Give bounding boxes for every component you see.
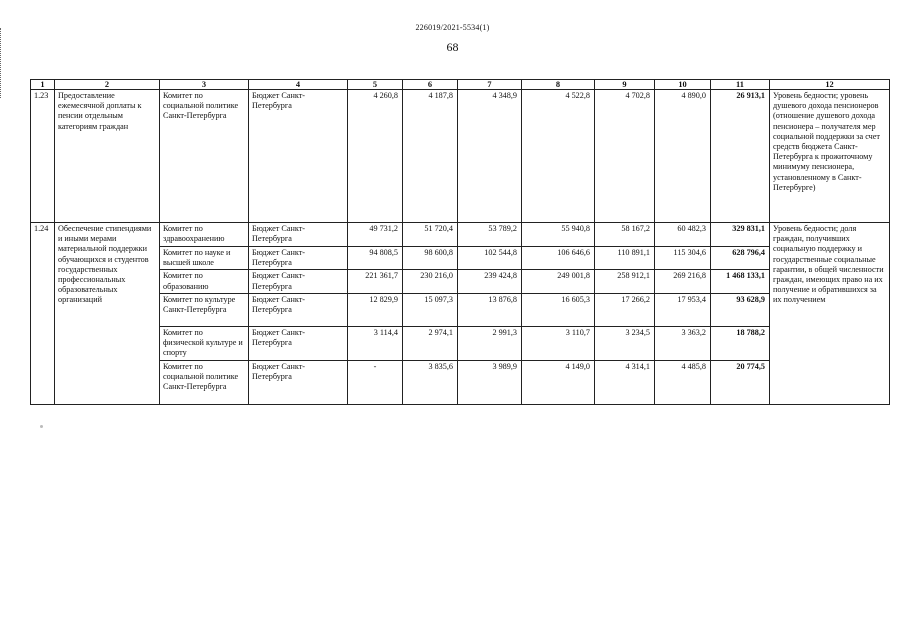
- value-cell: 12 829,9: [348, 293, 403, 326]
- value-cell: 3 110,7: [522, 326, 595, 360]
- total-cell: 1 468 133,1: [711, 270, 770, 293]
- table-row: [31, 270, 890, 293]
- value-cell: 102 544,8: [458, 247, 522, 270]
- value-cell: 2 974,1: [403, 326, 458, 360]
- activity-name: Предоставление ежемесячной доплаты к пенсии отдельным категориям граждан: [55, 90, 160, 223]
- value-cell: 98 600,8: [403, 247, 458, 270]
- funding-source: Бюджет Санкт-Петербурга: [249, 90, 348, 223]
- value-cell: 3 363,2: [655, 326, 711, 360]
- col-header: 4: [249, 80, 348, 90]
- funding-source: Бюджет Санкт-Петербурга: [249, 360, 348, 404]
- value-cell: 221 361,7: [348, 270, 403, 293]
- value-cell: 16 605,3: [522, 293, 595, 326]
- value-cell: 106 646,6: [522, 247, 595, 270]
- value-cell: 4 702,8: [595, 90, 655, 223]
- table-row: [31, 293, 890, 326]
- row-number: 1.24: [31, 223, 55, 405]
- funding-source: Бюджет Санкт-Петербурга: [249, 293, 348, 326]
- executor-committee: Комитет по науке и высшей школе: [160, 247, 249, 270]
- value-cell: 17 953,4: [655, 293, 711, 326]
- value-cell: 239 424,8: [458, 270, 522, 293]
- value-cell: 4 348,9: [458, 90, 522, 223]
- value-cell: 258 912,1: [595, 270, 655, 293]
- total-cell: 26 913,1: [711, 90, 770, 223]
- value-cell: 3 234,5: [595, 326, 655, 360]
- value-cell: 4 149,0: [522, 360, 595, 404]
- table-row: [31, 223, 890, 247]
- value-cell: 2 991,3: [458, 326, 522, 360]
- value-cell: 110 891,1: [595, 247, 655, 270]
- value-cell: 3 835,6: [403, 360, 458, 404]
- total-cell: 329 831,1: [711, 223, 770, 247]
- value-cell: 230 216,0: [403, 270, 458, 293]
- col-header: 5: [348, 80, 403, 90]
- value-cell: 58 167,2: [595, 223, 655, 247]
- executor-committee: Комитет по образованию: [160, 270, 249, 293]
- funding-source: Бюджет Санкт-Петербурга: [249, 223, 348, 247]
- funding-source: Бюджет Санкт-Петербурга: [249, 247, 348, 270]
- total-cell: 93 628,9: [711, 293, 770, 326]
- value-cell: 15 097,3: [403, 293, 458, 326]
- funding-source: Бюджет Санкт-Петербурга: [249, 326, 348, 360]
- header-row: [31, 80, 890, 90]
- funding-source: Бюджет Санкт-Петербурга: [249, 270, 348, 293]
- col-header: 3: [160, 80, 249, 90]
- value-cell: 49 731,2: [348, 223, 403, 247]
- document-id: 226019/2021-5534(1): [415, 23, 490, 32]
- table-row: [31, 247, 890, 270]
- value-cell: 4 314,1: [595, 360, 655, 404]
- col-header: 2: [55, 80, 160, 90]
- value-cell: 17 266,2: [595, 293, 655, 326]
- indicator-cell: Уровень бедности; уровень душевого дохода пенсионеров (отношение душевого дохода пенсионера – получателя мер социальной поддержки за счет средств бюджета Санкт-Петербурга к прожиточному минимуму пенсионера, установленному в Санкт-Петербурге): [770, 90, 890, 223]
- total-cell: 628 796,4: [711, 247, 770, 270]
- value-cell: 115 304,6: [655, 247, 711, 270]
- table-row: [31, 326, 890, 360]
- row-number: 1.23: [31, 90, 55, 223]
- executor-committee: Комитет по физической культуре и спорту: [160, 326, 249, 360]
- col-header: 9: [595, 80, 655, 90]
- value-cell: 13 876,8: [458, 293, 522, 326]
- value-cell: 4 260,8: [348, 90, 403, 223]
- value-cell: 269 216,8: [655, 270, 711, 293]
- value-cell: 60 482,3: [655, 223, 711, 247]
- page-number: 68: [446, 40, 459, 54]
- value-cell: 4 522,8: [522, 90, 595, 223]
- executor-committee: Комитет по здравоохранению: [160, 223, 249, 247]
- col-header: 12: [770, 80, 890, 90]
- value-cell: 55 940,8: [522, 223, 595, 247]
- total-cell: 20 774,5: [711, 360, 770, 404]
- value-cell: 4 187,8: [403, 90, 458, 223]
- col-header: 11: [711, 80, 770, 90]
- col-header: 6: [403, 80, 458, 90]
- executor-committee: Комитет по социальной политике Санкт-Петербурга: [160, 360, 249, 404]
- scan-speck: [40, 425, 43, 428]
- col-header: 1: [31, 80, 55, 90]
- col-header: 8: [522, 80, 595, 90]
- value-cell: 4 890,0: [655, 90, 711, 223]
- table-row: [31, 360, 890, 404]
- value-cell: 3 114,4: [348, 326, 403, 360]
- budget-table-wrapper: [30, 79, 884, 405]
- scan-edge-mark: [0, 28, 4, 98]
- value-cell: 94 808,5: [348, 247, 403, 270]
- activity-name: Обеспечение стипендиями и иными мерами материальной поддержки обучающихся и студентов государственных профессиональных образовательных организаций: [55, 223, 160, 405]
- total-cell: 18 788,2: [711, 326, 770, 360]
- value-cell: 51 720,4: [403, 223, 458, 247]
- value-cell: -: [348, 360, 403, 404]
- value-cell: 249 001,8: [522, 270, 595, 293]
- value-cell: 3 989,9: [458, 360, 522, 404]
- value-cell: 4 485,8: [655, 360, 711, 404]
- col-header: 10: [655, 80, 711, 90]
- budget-table: [30, 79, 890, 405]
- value-cell: 53 789,2: [458, 223, 522, 247]
- col-header: 7: [458, 80, 522, 90]
- indicator-cell: Уровень бедности; доля граждан, получивших социальную поддержку и государственные социальные гарантии, в общей численности граждан, имеющих право на их получение и обратившихся за их получением: [770, 223, 890, 405]
- table-row: [31, 90, 890, 223]
- executor-committee: Комитет по социальной политике Санкт-Петербурга: [160, 90, 249, 223]
- executor-committee: Комитет по культуре Санкт-Петербурга: [160, 293, 249, 326]
